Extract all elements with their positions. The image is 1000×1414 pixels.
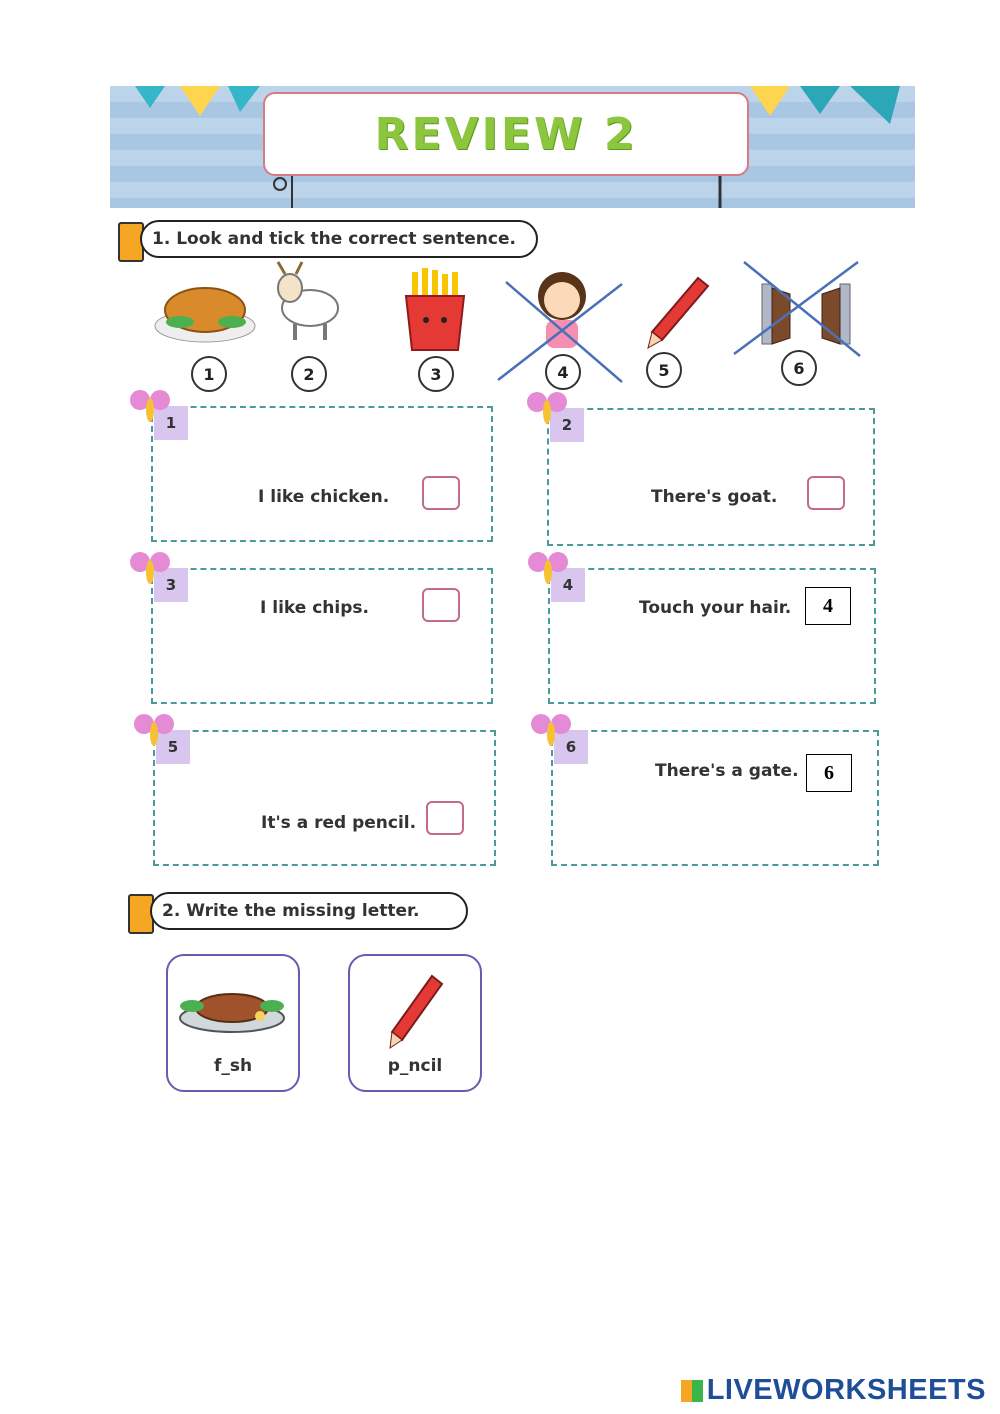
butterfly-icon: [128, 548, 174, 588]
tick-box-3[interactable]: [422, 588, 460, 622]
pencil-icon: [648, 278, 708, 348]
question-badge-2: 2: [550, 408, 584, 442]
butterfly-icon: [525, 388, 571, 428]
word-label-fish: f_sh: [213, 1056, 253, 1076]
question-text-5: It's a red pencil.: [261, 813, 417, 833]
question-box-6: [551, 730, 879, 866]
picture-number-3: 3: [418, 356, 454, 392]
question-text-4: Touch your hair.: [639, 598, 792, 618]
answer-box-4[interactable]: 4: [805, 587, 851, 625]
answer-box-6[interactable]: 6: [806, 754, 852, 792]
pencil-icon: [350, 970, 480, 1050]
question-text-3: I like chips.: [260, 598, 369, 618]
fish-dish-icon: [168, 970, 298, 1050]
section1-heading-text: 1. Look and tick the correct sentence.: [152, 229, 516, 249]
girl-icon: [538, 272, 586, 348]
question-box-5: [153, 730, 496, 866]
footer-brand-text: LIVEWORKSHEETS: [706, 1374, 986, 1406]
word-card-fish: [166, 954, 300, 1092]
section2-heading-text: 2. Write the missing letter.: [162, 901, 420, 921]
butterfly-icon: [529, 710, 575, 750]
tick-box-2[interactable]: [807, 476, 845, 510]
section2-heading: [150, 892, 468, 930]
title-box: [263, 92, 749, 176]
question-badge-1: 1: [154, 406, 188, 440]
tick-box-1[interactable]: [422, 476, 460, 510]
word-card-pencil: [348, 954, 482, 1092]
question-badge-3: 3: [154, 568, 188, 602]
question-text-6: There's a gate.: [655, 761, 799, 781]
section1-heading: [140, 220, 538, 258]
question-badge-5: 5: [156, 730, 190, 764]
butterfly-icon: [526, 548, 572, 588]
tick-box-5[interactable]: [426, 801, 464, 835]
question-text-2: There's goat.: [651, 487, 778, 507]
picture-number-1: 1: [191, 356, 227, 392]
chips-icon: [406, 268, 464, 350]
butterfly-icon: [132, 710, 178, 750]
picture-number-6: 6: [781, 350, 817, 386]
page-title: REVIEW 2: [374, 108, 638, 160]
liveworksheets-logo-icon: [681, 1380, 703, 1402]
picture-number-4: 4: [545, 354, 581, 390]
question-text-1: I like chicken.: [258, 487, 390, 507]
word-label-pencil: p_ncil: [387, 1056, 443, 1076]
question-badge-4: 4: [551, 568, 585, 602]
question-box-1: [151, 406, 493, 542]
footer-brand: [681, 1374, 986, 1407]
butterfly-icon: [128, 386, 174, 426]
picture-row: [150, 258, 870, 388]
question-badge-6: 6: [554, 730, 588, 764]
picture-number-2: 2: [291, 356, 327, 392]
picture-number-5: 5: [646, 352, 682, 388]
chicken-icon: [155, 288, 255, 342]
goat-icon: [278, 262, 338, 340]
gate-icon: [762, 284, 850, 344]
